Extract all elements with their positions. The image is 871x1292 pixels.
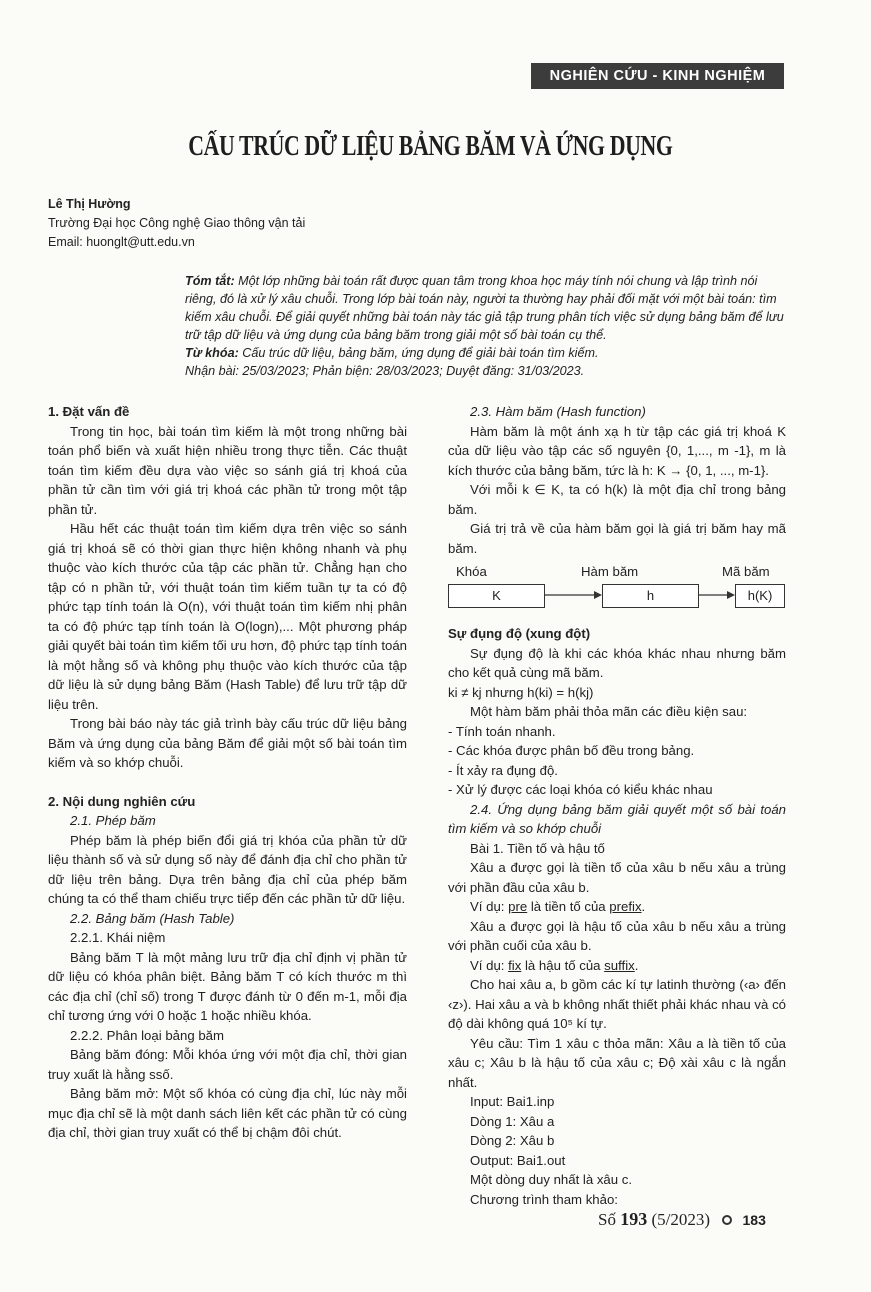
heading-s22: 2.2. Bảng băm (Hash Table) <box>70 910 235 926</box>
abstract <box>185 272 785 380</box>
paragraph: Bảng băm T là một mảng lưu trữ địa chỉ định vị phần tử dữ liệu có khóa phân biệt. Bảng băm T có kích thước m thì các địa chỉ (chỉ số) trong T được đánh từ 0 đến m-1, mỗi địa chỉ tương ứng với 0 hoặc 1 hoặc nhiều khóa. <box>48 949 407 1023</box>
paragraph: Yêu cầu: Tìm 1 xâu c thỏa mãn: Xâu a là tiền tố của xâu c; Xâu b là hậu tố của xâu c; Độ xài xâu c là ngắn nhất. <box>448 1035 786 1090</box>
io-line: Chương trình tham khảo: <box>470 1191 618 1207</box>
condition-item: - Các khóa được phân bố đều trong bảng. <box>448 743 695 758</box>
paragraph: Cho hai xâu a, b gồm các kí tự latinh thường (‹a› đến ‹z›). Hai xâu a và b không nhất thiết phải khác nhau và có độ dài không quá 10⁵ kí tự. <box>448 977 786 1031</box>
heading-s1: 1. Đặt vấn đề <box>48 404 130 419</box>
circle-bullet-icon <box>722 1215 732 1225</box>
paragraph: Sự đụng độ là khi các khóa khác nhau nhưng băm cho kết quả cùng mã băm. <box>448 645 786 680</box>
example-end: . <box>634 957 639 973</box>
io-line: Dòng 2: Xâu b <box>470 1133 555 1148</box>
paragraph: Phép băm là phép biến đổi giá trị khóa của phần tử dữ liệu thành số và sử dụng số này để đánh địa chỉ cho phần tử dữ liệu trên bảng. Dựa trên bảng địa chỉ của phép băm chúng ta có thể tham chiếu trực tiếp đến các phần tử dữ liệu. <box>48 832 407 906</box>
abstract-label: Tóm tắt: <box>185 274 235 288</box>
heading-s24: 2.4. Ứng dụng bảng băm giải quyết một số bài toán tìm kiếm và so khớp chuỗi <box>448 801 786 836</box>
label-key: Khóa <box>456 564 487 579</box>
abstract-text: Một lớp những bài toán rất được quan tâm trong khoa học máy tính nói chung và lập trình nói riêng, đó là xử lý xâu chuỗi. Trong lớp bài toán này, người ta thường hay phải đối mặt với một bài toán: tìm kiếm xâu chuỗi. Để giải quyết những bài toán này tác giả tập trung phân tích việc sử dụng bảng băm để lưu trữ tập dữ liệu và ứng dụng của bảng băm trong giải một số bài toán cụ thể. <box>185 274 784 342</box>
example-word: prefix <box>609 899 642 914</box>
issue-prefix: Số <box>598 1210 616 1229</box>
example-end: . <box>641 899 646 914</box>
example-word: pre <box>508 899 528 914</box>
hash-diagram <box>448 562 786 624</box>
condition-item: - Tính toán nhanh. <box>448 723 556 739</box>
heading-s221: 2.2.1. Khái niệm <box>70 930 166 945</box>
author-affiliation: Trường Đại học Công nghệ Giao thông vận tải <box>48 216 306 230</box>
paragraph: Trong tin học, bài toán tìm kiếm là một trong những bài toán phổ biến và xuất hiện nhiều trong thực tiễn. Các thuật toán tìm kiếm đều dựa vào việc so sánh giá trị khoá của phần tử cần tìm với giá trị khoá các phần tử trong một tập phần tử. <box>48 423 407 517</box>
example-text: là hậu tố của <box>521 957 605 973</box>
arrowhead <box>727 591 735 599</box>
heading-collision: Sự đụng độ (xung đột) <box>448 626 591 641</box>
keywords-text: Cấu trúc dữ liệu, bảng băm, ứng dụng để giải bài toán tìm kiếm. <box>242 346 599 360</box>
io-line: Một dòng duy nhất là xâu c. <box>470 1172 633 1187</box>
paragraph: Hầu hết các thuật toán tìm kiếm dựa trên việc so sánh giá trị khoá sẽ có thời gian thực hiện không nhanh và phụ thuộc vào kích thước của tập các phần tử. Chẳng hạn cho tập có n phần tử, với thuật toán tìm kiếm tuần tự ta có độ phức tạp tính toán là O(n), với thuật toán tìm kiếm nhị phân ta có độ phức tạp tính toán là O(logn),... Một phương pháp giải quyết bài toán tìm kiếm tối ưu hơn, độ phức tạp tính toán là một hằng số và không phụ thuộc vào kích thước của tập dữ liệu là sử dụng bảng Băm (Hash Table) để lưu trữ tập dữ liệu trên. <box>48 521 407 712</box>
abstract-body <box>185 272 785 344</box>
problem-title: Bài 1. Tiền tố và hậu tố <box>470 840 605 856</box>
condition-item: - Xử lý được các loại khóa có kiểu khác nhau <box>448 782 713 797</box>
box-key: K <box>448 584 545 608</box>
keywords-label: Từ khóa: <box>185 346 239 360</box>
author-name: Lê Thị Hường <box>48 197 131 211</box>
box-hash: h <box>602 584 699 608</box>
box-code: h(K) <box>735 584 785 608</box>
io-line: Output: Bai1.out <box>470 1152 566 1168</box>
example-word: suffix <box>604 957 635 973</box>
author-block <box>48 195 305 252</box>
example-label: Ví dụ: <box>470 899 509 914</box>
example-word: fix <box>508 957 522 973</box>
paragraph: Hàm băm là một ánh xạ h từ tập các giá trị khoá K của dữ liệu vào tập các số nguyên {0, 1,..., m -1}, m là kích thước của bảng băm, tức là h: K → {0, 1, ..., m-1}. <box>448 423 786 478</box>
article-title: CẤU TRÚC DỮ LIỆU BẢNG BĂM VÀ ỨNG DỤNG <box>188 131 673 162</box>
paragraph: Bảng băm đóng: Mỗi khóa ứng với một địa chỉ, thời gian truy xuất là hằng ssố. <box>48 1047 407 1082</box>
label-hash: Hàm băm <box>581 564 639 579</box>
example-suffix <box>448 956 786 976</box>
condition-item: - Ít xảy ra đụng độ. <box>448 762 558 778</box>
paragraph: Một hàm băm phải thỏa mãn các điều kiện sau: <box>470 704 748 719</box>
keywords <box>185 344 785 362</box>
paragraph: Xâu a được gọi là tiền tố của xâu b nếu xâu a trùng với phần đầu của xâu b. <box>448 860 786 895</box>
example-label: Ví dụ: <box>470 957 509 973</box>
collision-formula: ki ≠ kj nhưng h(ki) = h(kj) <box>448 684 594 700</box>
page-number: 183 <box>742 1212 766 1228</box>
label-code: Mã băm <box>722 564 770 579</box>
paragraph: Trong bài báo này tác giả trình bày cấu trúc dữ liệu bảng Băm và ứng dụng của bảng Băm để giải một số bài toán tìm kiếm và so khớp chuỗi. <box>48 716 407 770</box>
issue-number: 193 <box>620 1209 648 1229</box>
io-line: Input: Bai1.inp <box>470 1094 555 1109</box>
heading-s2: 2. Nội dung nghiên cứu <box>48 793 196 809</box>
heading-s222: 2.2.2. Phân loại bảng băm <box>70 1027 224 1043</box>
section-banner: NGHIÊN CỨU - KINH NGHIỆM <box>531 63 784 89</box>
paragraph: Bảng băm mở: Một số khóa có cùng địa chỉ, lúc này mỗi mục địa chỉ sẽ là một danh sách liên kết các phần tử có cùng địa chỉ, thời gian truy xuất có thể bị chậm đôi chút. <box>48 1086 407 1140</box>
author-email: Email: huonglt@utt.edu.vn <box>48 235 195 249</box>
right-column <box>448 402 786 1209</box>
heading-s21: 2.1. Phép băm <box>70 813 156 828</box>
arrowhead <box>594 591 602 599</box>
io-line: Dòng 1: Xâu a <box>470 1113 555 1129</box>
paragraph: Xâu a được gọi là hậu tố của xâu b nếu xâu a trùng với phần cuối của xâu b. <box>448 918 786 953</box>
paragraph: Giá trị trả về của hàm băm gọi là giá trị băm hay mã băm. <box>448 521 786 556</box>
paragraph: Với mỗi k ∈ K, ta có h(k) là một địa chỉ trong bảng băm. <box>448 482 786 517</box>
example-prefix <box>448 897 786 917</box>
left-column <box>48 402 407 1143</box>
issue-date: (5/2023) <box>651 1210 711 1229</box>
page-footer <box>598 1209 766 1230</box>
heading-s23: 2.3. Hàm băm (Hash function) <box>470 404 646 419</box>
article-dates: Nhận bài: 25/03/2023; Phản biện: 28/03/2023; Duyệt đăng: 31/03/2023. <box>185 364 585 378</box>
example-text: là tiền tố của <box>527 899 610 914</box>
